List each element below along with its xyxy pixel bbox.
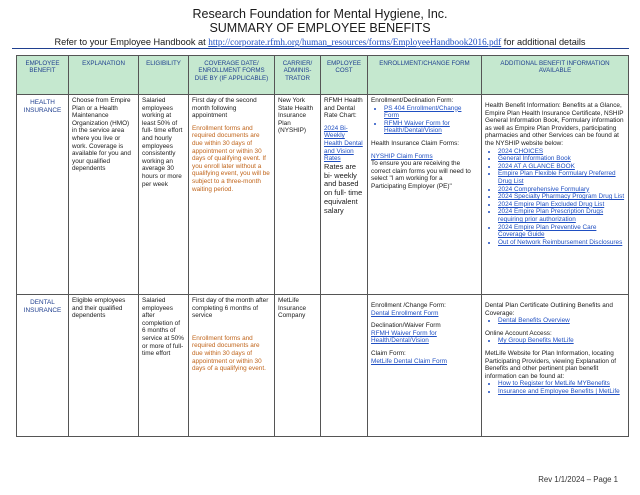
header-rule bbox=[12, 48, 629, 49]
health-coverage-date: First day of the second month following appointment bbox=[192, 97, 257, 120]
header-row bbox=[17, 56, 629, 95]
col-header-explanation: EXPLANATION bbox=[69, 56, 139, 95]
health-additional-intro: Health Benefit Information: Benefits at a Glance, Empire Plan Health Insurance Certificate, NSHIP General Information Book, Formulary information as well as Empire Plan Providers, participating pharmacies and other Services can be found at the NYSHIP website below: bbox=[485, 102, 624, 147]
additional-link-general-info[interactable]: • General Information Book bbox=[498, 155, 625, 163]
organization-name: Research Foundation for Mental Hygiene, Inc. bbox=[192, 7, 448, 21]
dental-enrollment bbox=[368, 295, 482, 437]
health-coverage-note: Enrollment forms and required documents are due within 30 days of appointment or within 30 days of qualifying event. If you enroll later without a qualifying event, you will be subject to a three-month waiting period. bbox=[192, 124, 270, 193]
col-header-cost: EMPLOYEE COST bbox=[321, 56, 368, 95]
dental-waiver-label: Declination/Waiver Form bbox=[371, 322, 441, 330]
dental-coverage-note: Enrollment forms and required documents are due within 30 days of appointment or within 30 days of a qualifying event. bbox=[192, 334, 266, 373]
dental-explanation: Eligible employees and their qualified dependents bbox=[69, 295, 139, 437]
col-header-enrollment: ENROLLMENT/CHANGE FORM bbox=[368, 56, 482, 95]
col-header-carrier: CARRIER/ ADMINIS- TRATOR bbox=[275, 56, 321, 95]
nyship-claim-link[interactable]: NYSHIP Claim Forms bbox=[371, 152, 433, 160]
metlife-insurance-link[interactable]: • Insurance and Employee Benefits | MetLife bbox=[498, 388, 625, 396]
dental-cost bbox=[321, 295, 368, 437]
dental-claim-label: Claim Form: bbox=[371, 349, 406, 357]
health-additional bbox=[482, 95, 629, 295]
dental-enrollment-link[interactable]: Dental Enrollment Form bbox=[371, 309, 439, 317]
health-row bbox=[17, 95, 629, 295]
col-header-benefit: EMPLOYEE BENEFIT bbox=[17, 56, 69, 95]
col-header-eligibility: ELIGIBILITY bbox=[139, 56, 189, 95]
dental-benefit: DENTAL INSURANCE bbox=[17, 295, 69, 437]
dental-coverage-date: First day of the month after completing 6 months of service bbox=[192, 297, 269, 320]
additional-link-prior-authorization[interactable]: • 2024 Empire Plan Prescription Drugs requiring prior authorization bbox=[498, 208, 625, 223]
dental-online-label: Online Account Access: bbox=[485, 329, 552, 337]
additional-link-out-of-network[interactable]: • Out of Network Reimbursement Disclosures bbox=[498, 239, 625, 247]
health-eligibility: Salaried employees working at least 50% of full- time effort and hourly employees consistently working an average 30 hours or more per week bbox=[139, 95, 189, 295]
dental-waiver-link[interactable]: RFMH Waiver Form for Health/Dental/Vision bbox=[371, 329, 437, 345]
col-header-additional: ADDITIONAL BENEFIT INFORMATION AVAILABLE bbox=[482, 56, 629, 95]
document-title: SUMMARY OF EMPLOYEE BENEFITS bbox=[209, 21, 431, 35]
ref-suffix: for additional details bbox=[503, 37, 586, 47]
col-header-coverage: COVERAGE DATE/ ENROLLMENT FORMS DUE BY (IF APPLICABLE) bbox=[189, 56, 275, 95]
health-benefit: HEALTH INSURANCE bbox=[17, 95, 69, 295]
health-cost-intro: RFMH Health and Dental Rate Chart: bbox=[324, 97, 363, 120]
dental-benefits-overview-link[interactable]: • Dental Benefits Overview bbox=[498, 317, 625, 325]
metlife-register-link[interactable]: • How to Register for MetLife MYBenefits bbox=[498, 380, 625, 388]
handbook-link[interactable]: http://corporate.rfmh.org/human_resources/forms/EmployeeHandbook2016.pdf bbox=[208, 37, 502, 47]
health-claims-note: To ensure you are receiving the correct claim forms you will need to select "I am working for a Participating Employer (PE)" bbox=[371, 160, 471, 190]
additional-link-excluded-drug[interactable]: • 2024 Empire Plan Excluded Drug List bbox=[498, 201, 625, 209]
health-rates-link[interactable]: 2024 Bi-Weekly Health Dental and Vision Rates bbox=[324, 124, 363, 163]
dental-carrier: MetLife Insurance Company bbox=[275, 295, 321, 437]
additional-link-choices[interactable]: • 2024 CHOICES bbox=[498, 148, 625, 156]
dental-enroll-label: Enrollment /Change Form: bbox=[371, 302, 446, 309]
health-enroll-label: Enrollment/Declination Form: bbox=[371, 97, 454, 104]
handbook-reference bbox=[0, 37, 640, 47]
ps404-form-link[interactable]: • PS 404 Enrollment/Change Form bbox=[384, 105, 478, 120]
benefits-table bbox=[16, 55, 629, 437]
dental-eligibility: Salaried employees after completion of 6 months of service at 50% or more of full- time effort bbox=[139, 295, 189, 437]
dental-additional bbox=[482, 295, 629, 437]
health-carrier: New York State Health Insurance Plan (NYSHIP) bbox=[275, 95, 321, 295]
additional-link-at-a-glance[interactable]: • 2024 AT A GLANCE BOOK bbox=[498, 163, 625, 171]
additional-link-comprehensive-formulary[interactable]: • 2024 Comprehensive Formulary bbox=[498, 186, 625, 194]
health-claims-label: Health Insurance Claim Forms: bbox=[371, 139, 460, 147]
dental-coverage bbox=[189, 295, 275, 437]
additional-link-specialty-pharmacy[interactable]: • 2024 Specialty Pharmacy Program Drug List bbox=[498, 193, 625, 201]
dental-row bbox=[17, 295, 629, 437]
dental-claim-link[interactable]: MetLife Dental Claim Form bbox=[371, 357, 447, 365]
dental-metlife-text: MetLife Website for Plan Information, locating Participating Providers, viewing Explanation of Benefits and other pertinent plan benefit information can be found at: bbox=[485, 349, 617, 380]
additional-link-preventive-care[interactable]: • 2024 Empire Plan Preventive Care Coverage Guide bbox=[498, 224, 625, 239]
dental-cert-label: Dental Plan Certificate Outlining Benefits and Coverage: bbox=[485, 302, 613, 317]
health-cost-note: Rates are bi- weekly and based on full- time equivalent salary bbox=[324, 161, 363, 215]
health-coverage bbox=[189, 95, 275, 295]
my-group-benefits-link[interactable]: • My Group Benefits MetLife bbox=[498, 337, 625, 345]
health-explanation: Choose from Empire Plan or a Health Maintenance Organization (HMO) in the service area where you live or work. Coverage is available for you and your qualified dependents bbox=[69, 95, 139, 295]
ref-prefix: Refer to your Employee Handbook at bbox=[54, 37, 206, 47]
page-footer: Rev 1/1/2024 – Page 1 bbox=[538, 475, 618, 484]
health-cost bbox=[321, 95, 368, 295]
waiver-form-link[interactable]: • RFMH Waiver Form for Health/Dental/Vision bbox=[384, 120, 478, 135]
document-header bbox=[0, 7, 640, 35]
health-enrollment bbox=[368, 95, 482, 295]
additional-link-flexible-formulary[interactable]: • Empire Plan Flexible Formulary Preferred Drug List bbox=[498, 170, 625, 185]
